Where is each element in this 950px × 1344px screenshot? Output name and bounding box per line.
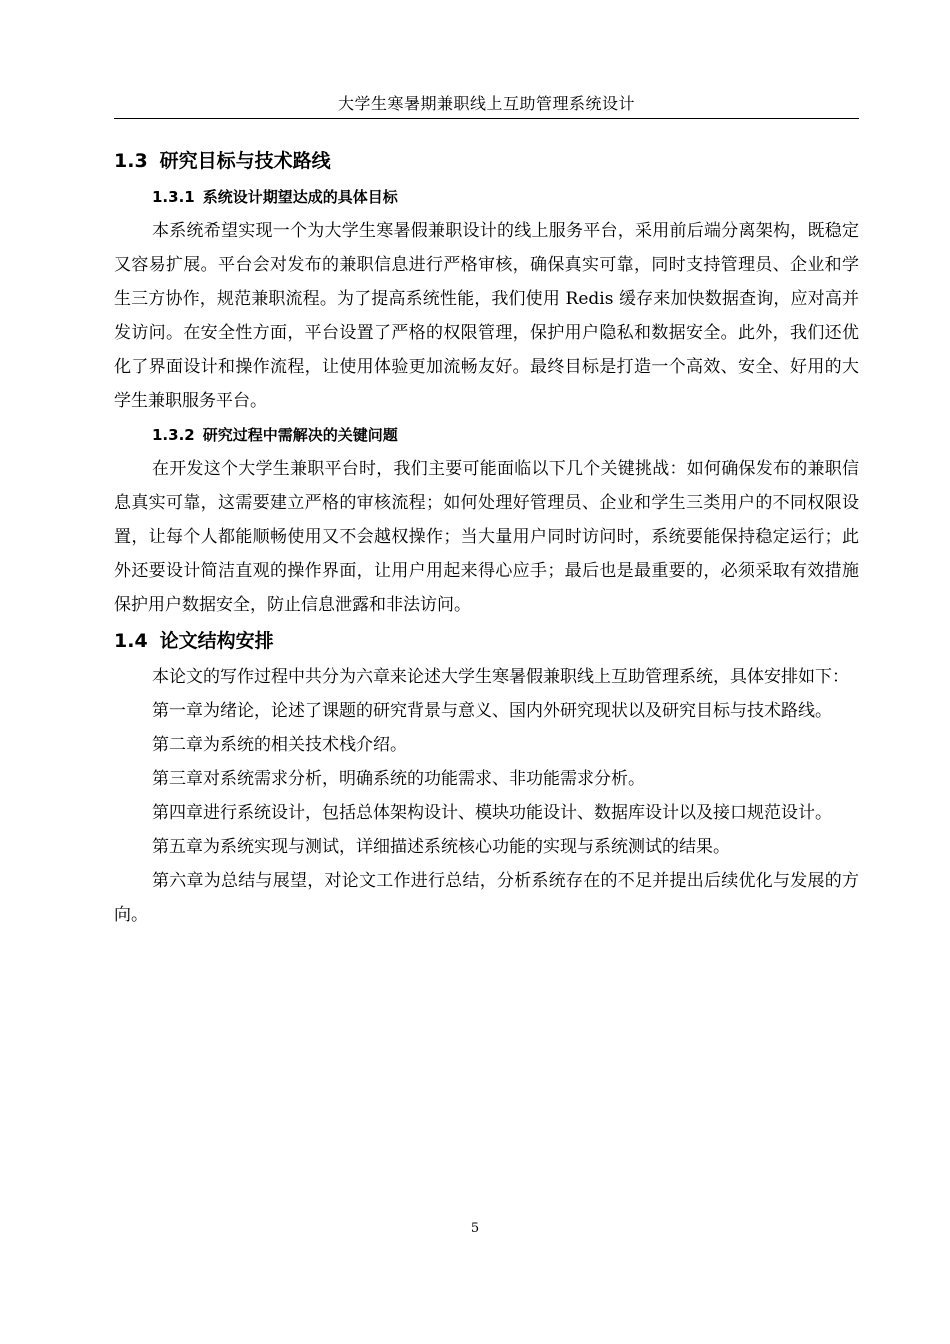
subsection-heading-1-3-2	[114, 418, 859, 452]
section-title: 研究目标与技术路线	[159, 150, 331, 172]
section-title: 论文结构安排	[159, 630, 274, 652]
paragraph: 在开发这个大学生兼职平台时，我们主要可能面临以下几个关键挑战：如何确保发布的兼职信息真实可靠，这需要建立严格的审核流程；如何处理好管理员、企业和学生三类用户的不同权限设置，让每个人都能顺畅使用又不会越权操作；当大量用户同时访问时，系统要能保持稳定运行；此外还要设计简洁直观的操作界面，让用户用起来得心应手；最后也是最重要的，必须采取有效措施保护用户数据安全，防止信息泄露和非法访问。	[114, 459, 859, 615]
paragraph-chapter-3: 第三章对系统需求分析，明确系统的功能需求、非功能需求分析。	[152, 769, 645, 789]
section-number: 1.4	[114, 630, 148, 652]
paragraph: 本系统希望实现一个为大学生寒暑假兼职设计的线上服务平台，采用前后端分离架构，既稳定又容易扩展。平台会对发布的兼职信息进行严格审核，确保真实可靠，同时支持管理员、企业和学生三方协作，规范兼职流程。为了提高系统性能，我们使用 Redis 缓存来加快数据查询，应对高并发访问。在安全性方面，平台设置了严格的权限管理，保护用户隐私和数据安全。此外，我们还优化了界面设计和操作流程，让使用体验更加流畅友好。最终目标是打造一个高效、安全、好用的大学生兼职服务平台。	[114, 221, 859, 411]
paragraph-chapter-2: 第二章为系统的相关技术栈介绍。	[152, 735, 407, 755]
subsection-number: 1.3.2	[152, 426, 195, 444]
subsection-heading-1-3-1	[114, 180, 859, 214]
paragraph-intro: 本论文的写作过程中共分为六章来论述大学生寒暑假兼职线上互助管理系统，具体安排如下：	[152, 667, 849, 687]
paragraph-chapter-6: 第六章为总结与展望，对论文工作进行总结，分析系统存在的不足并提出后续优化与发展的方向。	[114, 871, 859, 925]
subsection-number: 1.3.1	[152, 188, 195, 206]
header-rule	[114, 118, 859, 119]
paragraph-chapter-5: 第五章为系统实现与测试，详细描述系统核心功能的实现与系统测试的结果。	[152, 837, 730, 857]
subsection-title: 研究过程中需解决的关键问题	[202, 426, 398, 444]
page-number: 5	[470, 1221, 480, 1236]
section-heading-1-4	[114, 622, 859, 660]
paragraph-chapter-4: 第四章进行系统设计，包括总体架构设计、模块功能设计、数据库设计以及接口规范设计。	[152, 803, 832, 823]
paragraph-chapter-1: 第一章为绪论，论述了课题的研究背景与意义、国内外研究现状以及研究目标与技术路线。	[152, 701, 832, 721]
section-number: 1.3	[114, 150, 148, 172]
section-heading-1-3	[114, 142, 859, 180]
running-header: 大学生寒暑期兼职线上互助管理系统设计	[337, 94, 635, 113]
subsection-title: 系统设计期望达成的具体目标	[202, 188, 398, 206]
document-body	[114, 142, 859, 932]
